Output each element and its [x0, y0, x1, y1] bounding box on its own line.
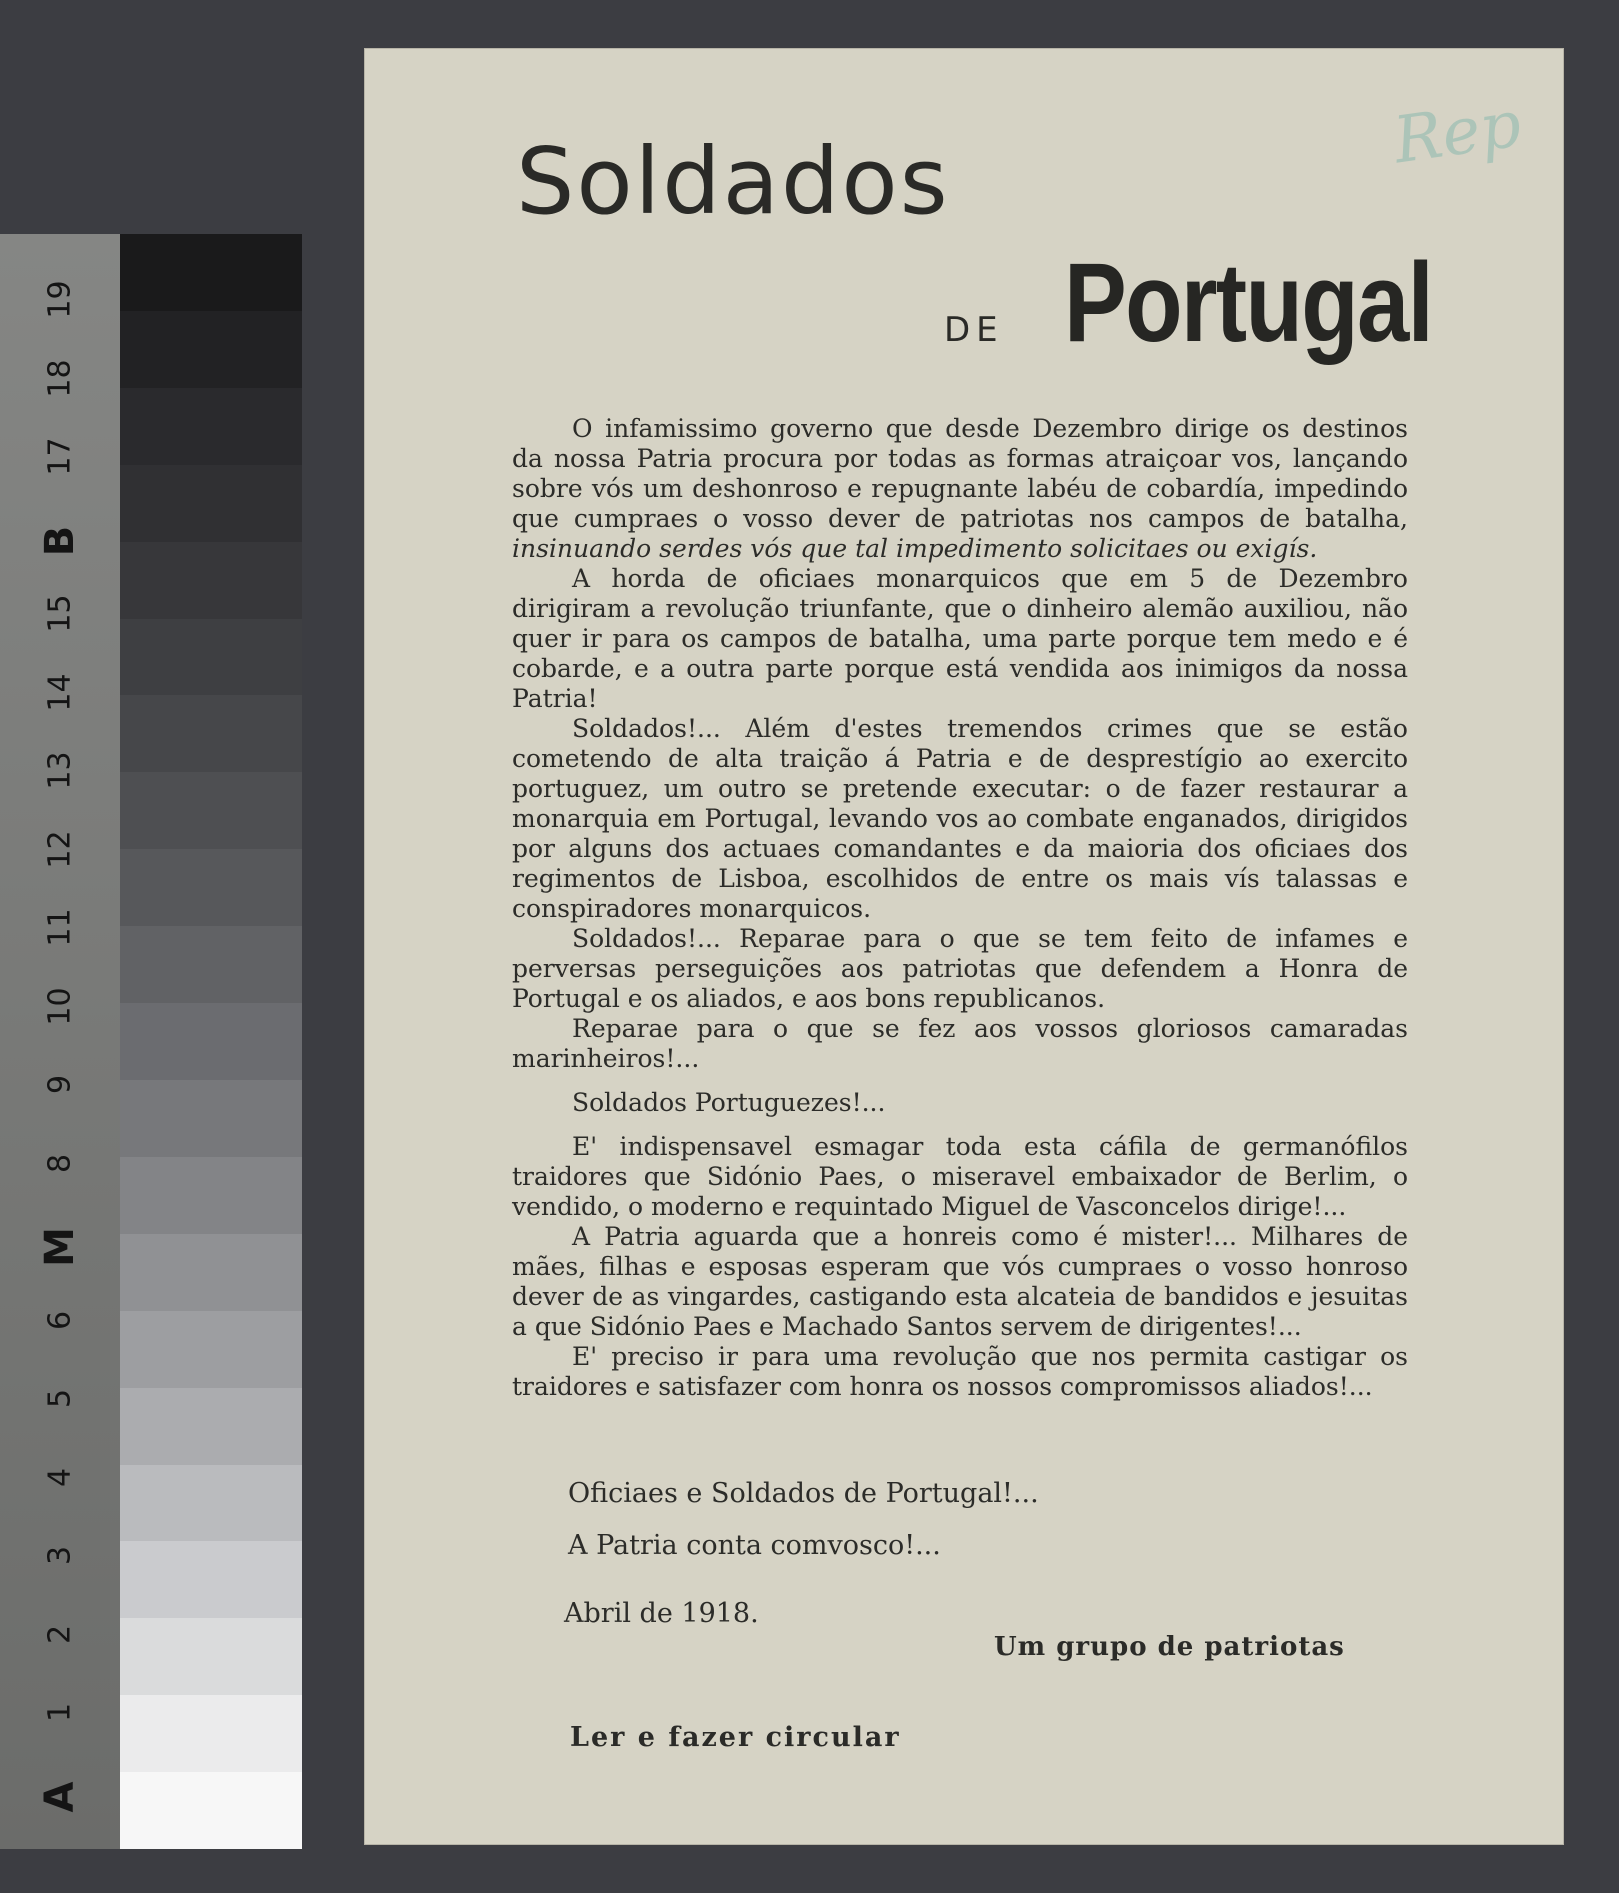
scale-patch: [120, 1772, 302, 1849]
scale-label: 15: [42, 594, 78, 633]
scale-label: 17: [42, 437, 78, 476]
scale-patch: [120, 311, 302, 388]
signature: Um grupo de patriotas: [994, 1632, 1345, 1662]
handwritten-note: Rep: [1389, 87, 1526, 179]
scale-label: 1: [42, 1702, 78, 1723]
scale-label: 2: [42, 1624, 78, 1644]
document-page: [364, 48, 1564, 1845]
paragraph-6: Soldados Portuguezes!...: [572, 1088, 886, 1117]
scale-patch: [120, 465, 302, 542]
title-soldados: Soldados: [516, 128, 950, 235]
scale-label: 6: [42, 1310, 78, 1330]
scale-numbers: [0, 234, 120, 1849]
paragraph-3: Soldados!... Além d'estes tremendos crimes que se estão cometendo de alta traição á Patria e de desprestígio ao exercito portuguez, um outro se pretende executar: o de fazer restaurar a monarquia em Portugal, levando vos ao combate enganados, dirigidos por alguns dos actuaes comandantes e da maioria dos oficiaes dos regimentos de Lisboa, escolhidos de entre os mais vís talassas e conspiradores monarquicos.: [512, 714, 1408, 923]
paragraph-4: Soldados!... Reparae para o que se tem feito de infames e perversas perseguições aos patriotas que defendem a Honra de Portugal e os aliados, e aos bons republicanos.: [512, 924, 1408, 1013]
italic-phrase: insinuando serdes vós que tal impedimento solicitaes ou exigís.: [512, 534, 1318, 563]
scale-patch: [120, 542, 302, 619]
scale-label: 19: [42, 280, 78, 319]
title-de: DE: [944, 310, 1004, 350]
paragraph-8: A Patria aguarda que a honreis como é mister!... Milhares de mães, filhas e esposas esperam que vós cumpraes o vosso honroso dever de as vingardes, castigando esta alcateia de bandidos e jesuitas a que Sidónio Paes e Machado Santos servem de dirigentes!...: [512, 1222, 1408, 1341]
scale-label: 10: [42, 986, 78, 1026]
scale-label: 4: [42, 1467, 78, 1487]
scale-label: B: [37, 525, 83, 556]
closing-line-1: Oficiaes e Soldados de Portugal!...: [568, 1478, 1039, 1509]
scale-patch: [120, 1003, 302, 1080]
scale-patch: [120, 772, 302, 849]
scale-label: 11: [42, 908, 78, 947]
scale-label: 9: [42, 1074, 78, 1095]
body-text: [512, 414, 1408, 1402]
scale-patch: [120, 388, 302, 465]
scale-patch: [120, 1157, 302, 1234]
scale-patch: [120, 695, 302, 772]
paragraph-1: O infamissimo governo que desde Dezembro dirige os destinos da nossa Patria procura por todas as formas atraiçoar vos, lançando sobre vós um deshonroso e repugnante labéu de cobardía, impedindo que cumpraes o vosso dever de patriotas nos campos de batalha, insinuando serdes vós que tal impedimento solicitaes ou exigís.: [512, 414, 1408, 563]
closing-line-2: A Patria conta comvosco!...: [568, 1530, 941, 1561]
date-line: Abril de 1918.: [564, 1598, 759, 1629]
scale-patch: [120, 1080, 302, 1157]
footer-instruction: Ler e fazer circular: [570, 1722, 901, 1753]
scale-patch: [120, 1618, 302, 1695]
scale-patch: [120, 926, 302, 1003]
scale-label: A: [37, 1781, 83, 1812]
scale-patch: [120, 1311, 302, 1388]
scale-label: M: [37, 1227, 83, 1267]
color-scale: [0, 234, 302, 1849]
scale-label: 13: [42, 751, 78, 790]
scale-patch: [120, 849, 302, 926]
scale-patch: [120, 1541, 302, 1618]
scale-label: 5: [42, 1388, 78, 1409]
paragraph-5: Reparae para o que se fez aos vossos gloriosos camaradas marinheiros!...: [512, 1014, 1408, 1073]
paragraph-7: E' indispensavel esmagar toda esta cáfila de germanófilos traidores que Sidónio Paes, o miseravel embaixador de Berlim, o vendido, o moderno e requintado Miguel de Vasconcelos dirige!...: [512, 1132, 1408, 1221]
scale-label: 14: [42, 672, 78, 712]
scale-patch: [120, 1388, 302, 1465]
scale-label: 12: [42, 829, 78, 869]
scale-label: 18: [42, 358, 78, 398]
scale-patch: [120, 1695, 302, 1772]
scale-patches: [120, 234, 302, 1849]
scale-patch: [120, 1465, 302, 1542]
scale-patch: [120, 234, 302, 311]
scale-label: 8: [42, 1153, 78, 1173]
paragraph-9: E' preciso ir para uma revolução que nos permita castigar os traidores e satisfazer com honra os nossos compromissos aliados!...: [512, 1342, 1408, 1401]
scale-patch: [120, 619, 302, 696]
scale-patch: [120, 1234, 302, 1311]
paragraph-2: A horda de oficiaes monarquicos que em 5 de Dezembro dirigiram a revolução triunfante, que o dinheiro alemão auxiliou, não quer ir para os campos de batalha, uma parte porque tem medo e é cobarde, e a outra parte porque está vendida aos inimigos da nossa Patria!: [512, 564, 1408, 713]
scale-label: 3: [42, 1545, 78, 1566]
title-portugal: Portugal: [1064, 240, 1433, 365]
